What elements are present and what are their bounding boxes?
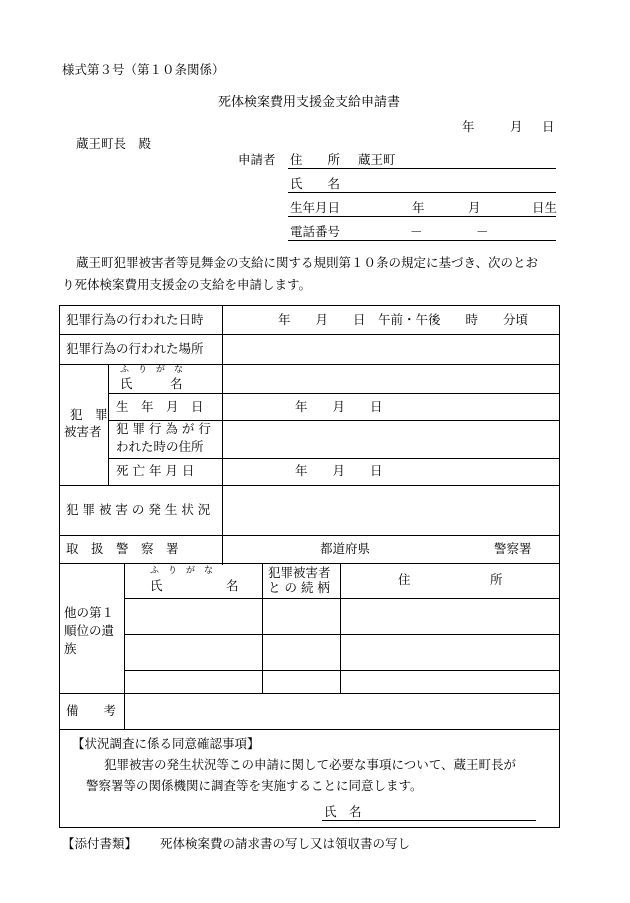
victim-death-field[interactable] [223, 459, 559, 485]
applicant-phone-field[interactable] [288, 240, 556, 241]
attachment-text: 死体検案費の請求書の写し又は領収書の写し [160, 836, 411, 851]
crime-datetime-label: 犯罪行為の行われた日時 [66, 312, 204, 327]
consent-line-1: 犯罪被害の発生状況等この申請に関して必要な事項について、蔵王町長が [104, 757, 517, 772]
remarks-field[interactable] [125, 694, 559, 729]
form-number: 様式第３号（第１０条関係） [62, 62, 225, 77]
victim-death-label: 死 亡 年 月 日 [116, 463, 195, 478]
applicant-birth-month: 月 [468, 200, 481, 215]
victim-name-label: 氏 名 [120, 376, 183, 391]
applicant-address-value: 蔵王町 [358, 152, 396, 167]
family-name-label-2: 名 [226, 578, 239, 593]
crime-datetime-value: 年 月 日 午前・午後 時 分頃 [278, 312, 529, 327]
damage-field[interactable] [223, 486, 559, 535]
date-month-label: 月 [510, 119, 523, 134]
family-address-label-1: 住 [398, 572, 411, 587]
crime-datetime-field[interactable] [223, 306, 559, 334]
consent-heading: 【状況調査に係る同意確認事項】 [72, 736, 260, 751]
victim-address-label-2: われた時の住所 [116, 439, 204, 454]
recipient: 蔵王町長 殿 [76, 136, 152, 151]
family-1-relation-field[interactable] [263, 599, 340, 634]
applicant-phone-label: 電話番号 [290, 224, 341, 239]
applicant-phone-dash-2: － [476, 224, 489, 239]
victim-address-field[interactable] [223, 421, 559, 458]
crime-place-field[interactable] [223, 335, 559, 364]
applicant-name-field[interactable] [288, 192, 556, 193]
victim-birth-field[interactable] [223, 394, 559, 420]
police-pref-label: 都道府県 [320, 541, 371, 556]
consent-name-label: 氏 名 [324, 804, 362, 819]
applicant-phone-dash-1: － [410, 224, 423, 239]
police-field[interactable] [223, 536, 559, 563]
victim-label-1: 犯 罪 [70, 407, 108, 422]
family-3-relation-field[interactable] [263, 671, 340, 693]
victim-furigana-label: ふ り が な [120, 365, 184, 375]
police-label: 取 扱 警 察 署 [66, 541, 179, 556]
consent-name-field[interactable] [322, 820, 536, 821]
family-furigana-label: ふ り が な [150, 566, 214, 576]
applicant-birth-label: 生年月日 [290, 200, 341, 215]
family-2-address-field[interactable] [341, 635, 559, 670]
damage-label: 犯 罪 被 害 の 発 生 状 況 [66, 502, 211, 517]
police-station-label: 警察署 [494, 541, 532, 556]
applicant-birth-year: 年 [412, 200, 425, 215]
family-name-label-1: 氏 [150, 578, 163, 593]
victim-birth-value: 年 月 日 [295, 399, 383, 414]
family-label-1: 他の第１ [64, 605, 115, 620]
date-year-label: 年 [462, 119, 475, 134]
family-3-address-field[interactable] [341, 671, 559, 693]
crime-place-label: 犯罪行為の行われた場所 [66, 341, 204, 356]
victim-death-value: 年 月 日 [295, 463, 383, 478]
victim-address-label-1: 犯 罪 行 為 が 行 [116, 421, 211, 436]
intro-line-1: 蔵王町犯罪被害者等見舞金の支給に関する規則第１０条の規定に基づき、次のとお [76, 255, 539, 270]
victim-birth-label: 生 年 月 日 [116, 399, 204, 414]
date-day-label: 日 [542, 119, 555, 134]
attachment-label: 【添付書類】 [62, 836, 138, 851]
family-label-2: 順位の遺 [64, 623, 115, 638]
family-relation-label-1: 犯罪被害者 [268, 565, 331, 580]
applicant-name-label: 氏 名 [290, 176, 341, 191]
applicant-address-label: 住 所 [290, 152, 341, 167]
family-1-address-field[interactable] [341, 599, 559, 634]
applicant-birth-day: 日生 [532, 200, 558, 215]
victim-name-field[interactable] [223, 365, 559, 393]
family-relation-label-2: と の 続 柄 [268, 580, 330, 595]
applicant-label: 申請者 [238, 152, 276, 167]
form-title: 死体検案費用支援金支給申請書 [218, 95, 401, 110]
applicant-birth-field[interactable] [288, 216, 556, 217]
consent-line-2: 警察署等の関係機関に調査等を実施することに同意します。 [86, 778, 423, 793]
family-1-name-field[interactable] [125, 599, 262, 634]
family-3-name-field[interactable] [125, 671, 262, 693]
remarks-label: 備 考 [66, 703, 117, 718]
victim-label-2: 被害者 [64, 424, 102, 439]
intro-line-2: り死体検案費用支援金の支給を申請します。 [62, 277, 312, 292]
family-label-3: 族 [64, 641, 77, 656]
family-2-relation-field[interactable] [263, 635, 340, 670]
family-address-label-2: 所 [490, 572, 503, 587]
family-2-name-field[interactable] [125, 635, 262, 670]
applicant-address-field[interactable] [288, 168, 556, 169]
